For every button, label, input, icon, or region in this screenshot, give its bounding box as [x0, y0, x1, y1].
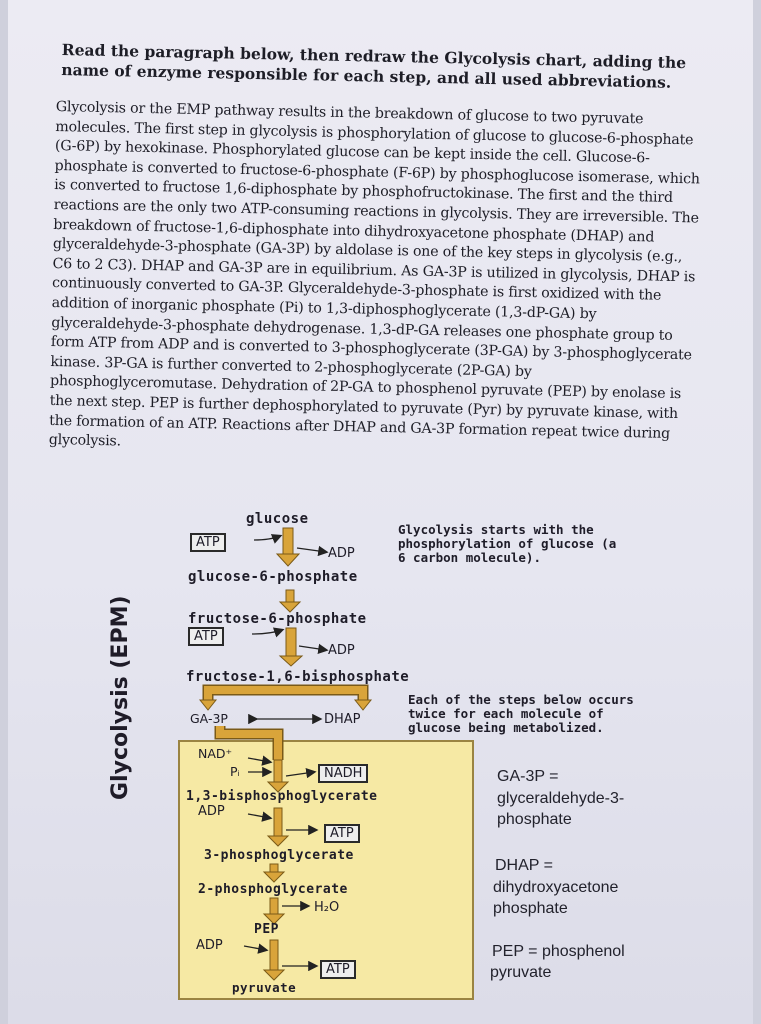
arrow-ga3p-dehydrogenase [220, 726, 314, 792]
nadh-box: NADH [318, 764, 368, 783]
atp-box-3: ATP [324, 824, 360, 843]
arrow-pyruvate-kinase [244, 940, 316, 980]
legend-ga3p-def: glyceraldehyde-3-phosphate [497, 790, 625, 828]
pep-label: PEP [254, 922, 279, 937]
adp-label-1: ADP [328, 546, 355, 561]
bpg13-label: 1,3-bisphosphoglycerate [186, 789, 378, 804]
h2o-label: H₂O [314, 900, 340, 915]
legend-dhap-def: dihydroxyacetone phosphate [493, 879, 619, 917]
nad-label: NAD⁺ [198, 746, 233, 761]
start-note: Glycolysis starts with the phosphorylation of glucose (a 6 carbon molecule). [398, 522, 617, 565]
arrow-hexokinase [254, 528, 326, 566]
twice-note: Each of the steps below occurs twice for each molecule of glucose being metabolized. [408, 692, 634, 735]
atp-box-1: ATP [190, 533, 226, 552]
g6p-label: glucose-6-phosphate [188, 569, 358, 585]
instructions-heading: Read the paragraph below, then redraw the Glycolysis chart, adding the name of enzyme responsible for each step, and all used abbreviations. [61, 40, 687, 92]
pathway-arrows [8, 0, 761, 1024]
legend-pep-label: PEP = phosphenol [492, 943, 625, 960]
pg3-label: 3-phosphoglycerate [204, 848, 354, 863]
arrow-phosphofructokinase [252, 628, 326, 666]
arrow-aldolase-split [200, 690, 371, 710]
arrow-phosphoglyceromutase [264, 864, 284, 882]
arrow-phosphoglycerate-kinase [248, 808, 316, 846]
f16bp-label: fructose-1,6-bisphosphate [186, 669, 410, 685]
adp-label-3: ADP [198, 804, 225, 819]
glycolysis-paragraph: Glycolysis or the EMP pathway results in the breakdown of glucose to two pyruvate molecules. The first step in glycolysis is phosphorylation of glucose to glucose-6-phosphate (G-6P) by hexokinase. Phosphorylated glucose can be kept inside the cell. Glucose-6-phosphate is converted to fructose-6-phosphate (F-6P) by phosphoglucose isomerase, which is converted to fructose 1,6-diphosphate by phosphofructokinase. The first and the third reactions are the only two ATP-consuming reactions in glycolysis. They are irreversible. The breakdown of fructose-1,6-diphosphate into dihydroxyacetone phosphate (DHAP) and glyceraldehyde-3-phosphate (GA-3P) by aldolase is one of the key steps in glycolysis (e.g., C6 to 2 C3). DHAP and GA-3P are in equilibrium. As GA-3P is utilized in glycolysis, DHAP is continuously converted to GA-3P. Glyceraldehyde-3-phosphate is first oxidized with the addition of inorganic phosphate (Pi) to 1,3-diphosphoglycerate (1,3-dP-GA) by glyceraldehyde-3-phosphate dehydrogenase. 1,3-dP-GA releases one phosphate group to form ATP from ADP and is converted to 3-phosphoglycerate (3P-GA) by 3-phosphoglycerate kinase. 3P-GA is further converted to 2-phosphoglycerate (2P-GA) by phosphoglyceromutase. Dehydration of 2P-GA to phosphenol pyruvate (PEP) by enolase is the next step. PEP is further dephosphorylated to pyruvate (Pyr) by pyruvate kinase, with the formation of an ATP. Reactions after DHAP and GA-3P formation repeat twice during glycolysis. [48, 98, 700, 450]
f6p-label: fructose-6-phosphate [188, 611, 367, 627]
legend-ga3p-label: GA-3P = [497, 768, 559, 785]
arrow-isomerase [280, 590, 300, 612]
dhap-label: DHAP [324, 712, 361, 727]
worksheet-page [8, 0, 753, 1024]
legend-pep-def: pyruvate [490, 964, 552, 981]
legend-dhap-label: DHAP = [495, 857, 553, 874]
adp-label-4: ADP [196, 938, 223, 953]
atp-box-4: ATP [320, 960, 356, 979]
arrow-enolase [264, 898, 308, 924]
ga3p-label: GA-3P [190, 711, 228, 726]
pg2-label: 2-phosphoglycerate [198, 882, 348, 897]
atp-box-2: ATP [188, 627, 224, 646]
pyruvate-label: pyruvate [232, 980, 297, 995]
glucose-label: glucose [246, 511, 309, 527]
pi-label: Pᵢ [230, 764, 240, 779]
chart-vertical-title: Glycolysis (EPM) [108, 595, 133, 800]
adp-label-2: ADP [328, 643, 355, 658]
